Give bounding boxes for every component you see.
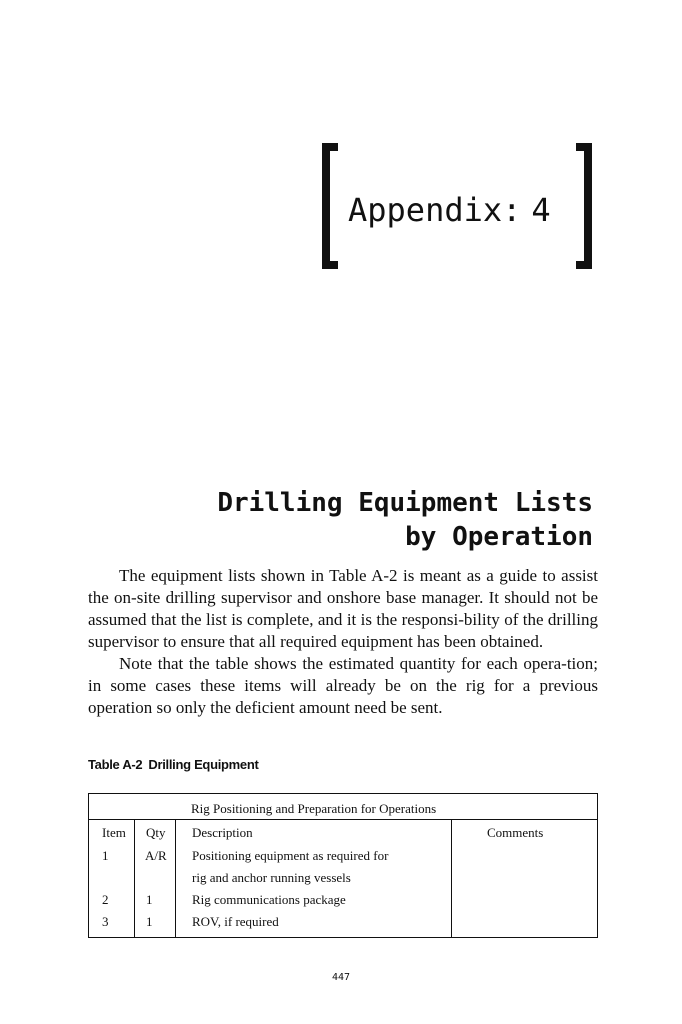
page-number: 447 bbox=[331, 972, 351, 983]
column-header-qty: Qty bbox=[146, 825, 166, 840]
table-caption-label: Table A-2 bbox=[88, 757, 143, 772]
row-1-description: Positioning equipment as required for bbox=[192, 848, 389, 863]
column-divider bbox=[175, 820, 176, 937]
right-bracket bbox=[576, 143, 592, 269]
column-header-item: Item bbox=[102, 825, 126, 840]
row-1-description-continued: rig and anchor running vessels bbox=[192, 870, 351, 885]
row-1-qty: A/R bbox=[145, 848, 167, 863]
equipment-table bbox=[88, 793, 598, 938]
appendix-title bbox=[348, 191, 551, 229]
table-section-header bbox=[89, 794, 597, 820]
row-2-description: Rig communications package bbox=[192, 892, 346, 907]
paragraph-1: The equipment lists shown in Table A-2 is meant as a guide to assist the on-site drilling supervisor and onshore base manager. It should not be assumed that the list is complete, and it is the responsi-bility of the drilling supervisor to ensure that all required equipment has been obtained. bbox=[88, 566, 598, 651]
table-caption-title: Drilling Equipment bbox=[148, 757, 259, 772]
column-header-comments: Comments bbox=[487, 825, 544, 840]
table-caption bbox=[88, 757, 259, 772]
appendix-heading bbox=[322, 143, 602, 273]
body-text bbox=[88, 565, 598, 719]
chapter-title-line-1: Drilling Equipment Lists bbox=[217, 488, 593, 518]
row-2-item: 2 bbox=[102, 892, 109, 907]
appendix-label: Appendix: bbox=[348, 191, 522, 229]
row-3-qty: 1 bbox=[146, 914, 153, 929]
chapter-title-line-2: by Operation bbox=[405, 522, 593, 552]
appendix-number: 4 bbox=[531, 191, 551, 229]
left-bracket bbox=[322, 143, 338, 269]
table-section-title: Rig Positioning and Preparation for Operations bbox=[191, 801, 437, 816]
row-1-item: 1 bbox=[102, 848, 109, 863]
column-header-description: Description bbox=[192, 825, 253, 840]
chapter-title bbox=[217, 486, 593, 554]
paragraph-2: Note that the table shows the estimated quantity for each opera-tion; in some cases these items will already be on the rig for a previous operation so only the deficient amount need be sent. bbox=[88, 654, 598, 717]
column-divider bbox=[451, 820, 452, 937]
row-2-qty: 1 bbox=[146, 892, 153, 907]
column-divider bbox=[134, 820, 135, 937]
row-3-description: ROV, if required bbox=[192, 914, 279, 929]
row-3-item: 3 bbox=[102, 914, 109, 929]
